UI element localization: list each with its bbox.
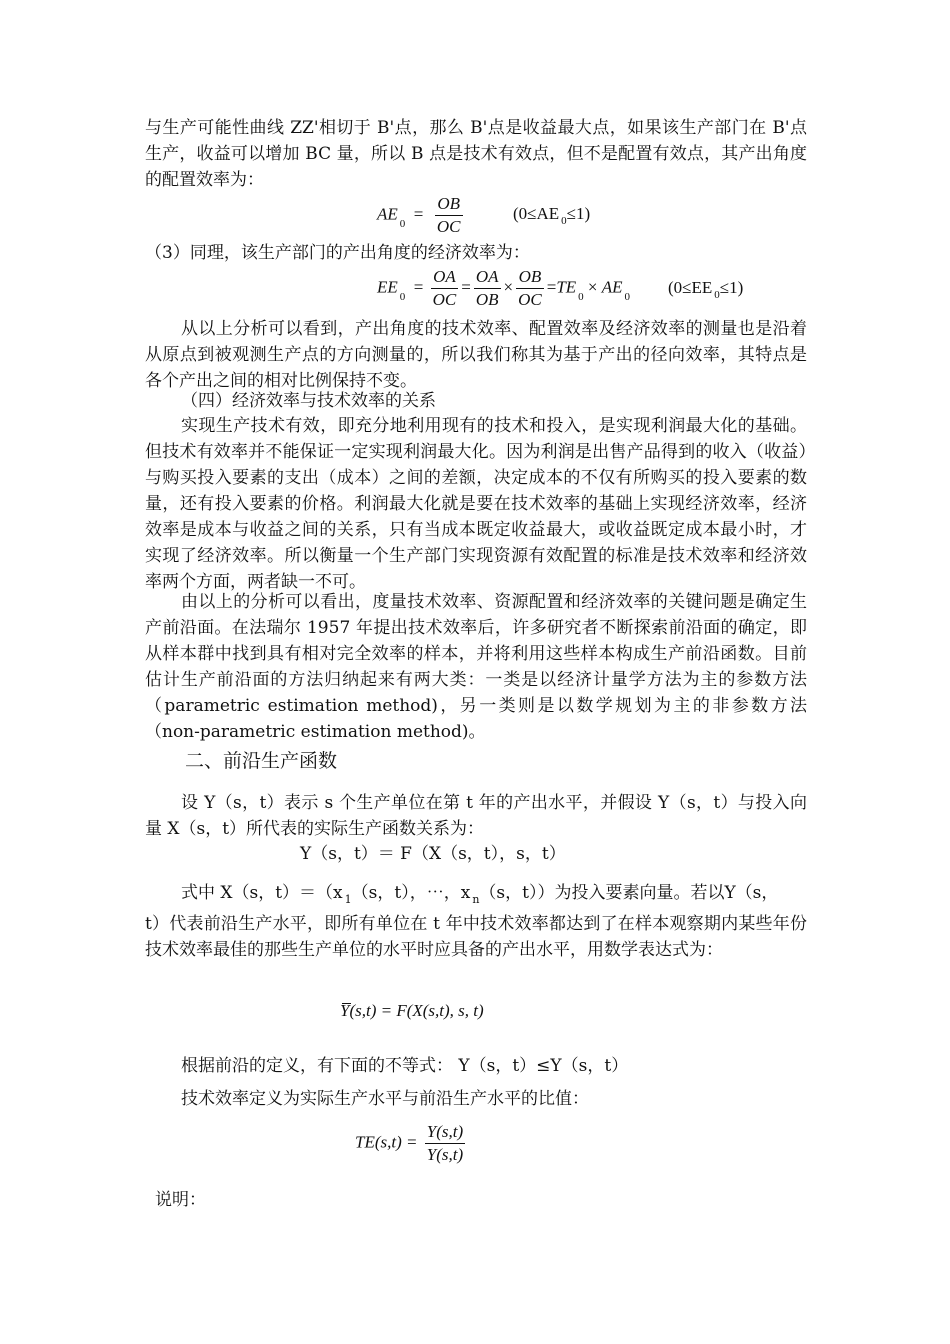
paragraph-7: 设 Y（s，t）表示 s 个生产单位在第 t 年的产出水平，并假设 Y（s，t）与投入向量 X（s，t）所代表的实际生产函数关系为： <box>145 793 807 839</box>
p8-part-c: （s，t））为投入要素向量。若以Y（s， <box>479 883 779 903</box>
ee-cond-text: (0≤EE <box>668 278 713 297</box>
paragraph-3: 从以上分析可以看到，产出角度的技术效率、配置效率及经济效率的测量也是沿着从原点到被观测生产点的方向测量的，所以我们称其为基于产出的径向效率，其特点是各个产出之间的相对比例保持不变。 <box>145 319 807 391</box>
ee-cond-sub: 0 <box>714 289 720 301</box>
paragraph-8 <box>145 880 807 908</box>
ee-sub: 0 <box>399 291 406 304</box>
ee-ae: AE <box>601 277 623 297</box>
f1-den: OC <box>432 290 457 309</box>
ee-condition <box>668 278 744 301</box>
paragraph-9: t）代表前沿生产水平，即所有单位在 t 年中技术效率都达到了在样本观察期内某些年份技术效率最佳的那些生产单位的水平时应具备的产出水平，用数学表达式为： <box>145 914 807 960</box>
ae-lhs: AE <box>377 204 398 224</box>
ee-te-sub: 0 <box>578 291 584 304</box>
equation-ae: $AE_0$ = $\frac{OB}{OC}$ <box>377 194 461 236</box>
ae-sub: 0 <box>399 218 406 231</box>
f3-den: OC <box>518 290 542 309</box>
te-fraction <box>425 1121 465 1166</box>
te-lhs: TE(s,t) = <box>355 1132 418 1152</box>
f3-num: OB <box>516 266 544 289</box>
te-num: Y(s,t) <box>425 1121 465 1144</box>
ee-te: TE <box>556 277 577 297</box>
paragraph-11: 技术效率定义为实际生产水平与前沿生产水平的比值： <box>181 1089 589 1109</box>
p8-part-b: （s，t），⋯，x <box>351 883 471 903</box>
ee-fraction-3 <box>516 266 544 311</box>
p8-sub-n: n <box>472 893 480 906</box>
frontier-bar-y <box>342 1003 351 1004</box>
ae-denominator: OC <box>436 217 461 236</box>
equation-ee: $EE_0$ = $\frac{OA}{OC}$ = $\frac{OA}{OB}$ × $\frac{OB}{OC}$ $=TE_0 \times AE_0$ <box>377 267 631 309</box>
section-heading: 二、前沿生产函数 <box>185 750 338 772</box>
equation-te <box>355 1121 468 1166</box>
f2-den: OB <box>475 290 499 309</box>
ae-cond-text: (0≤AE <box>513 204 560 223</box>
ae-fraction <box>435 193 463 238</box>
paragraph-6: 由以上的分析可以看出，度量技术效率、资源配置和经济效率的关键问题是确定生产前沿面。在法瑞尔 1957 年提出技术效率后，许多研究者不断探索前沿面的确定，即从样本群中找到具有相对完全效率的样本，并将利用这些样本构成生产前沿函数。目前估计生产前沿面的方法归纳起来有两大类：一类是以经济计量学方法为主的参数方法（parametric estimation method)，另一类则是以数学规划为主的非参数方法（non-parametric estimation method)。 <box>145 592 807 742</box>
ee-fraction-1 <box>431 266 459 311</box>
f1-num: OA <box>431 266 459 289</box>
ee-lhs: EE <box>377 277 398 297</box>
te-den: Y(s,t) <box>426 1145 464 1164</box>
ee-ae-sub: 0 <box>624 291 631 304</box>
ae-cond-end: ≤1) <box>566 204 591 223</box>
paragraph-4: （四）经济效率与技术效率的关系 <box>181 391 436 411</box>
paragraph-12: 说明： <box>155 1190 206 1210</box>
p8-sub-1: 1 <box>344 893 352 906</box>
paragraph-5: 实现生产技术有效，即充分地利用现有的技术和投入，是实现利润最大化的基础。但技术有效率并不能保证一定实现利润最大化。因为利润是出售产品得到的收入（收益）与购买投入要素的支出（成本）之间的差额，决定成本的不仅有所购买的投入要素的数量，还有投入要素的价格。利润最大化就是要在技术效率的基础上实现经济效率，经济效率是成本与收益之间的关系，只有当成本既定收益最大，或收益既定成本最小时，才实现了经济效率。所以衡量一个生产部门实现资源有效配置的标准是技术效率和经济效率两个方面，两者缺一不可。 <box>145 416 807 592</box>
paragraph-1: 与生产可能性曲线 ZZ'相切于 B'点，那么 B'点是收益最大点，如果该生产部门在 B'点生产，收益可以增加 BC 量，所以 B 点是技术有效点，但不是配置有效点，其产出角度的配置效率为： <box>145 118 807 190</box>
paragraph-2: （3）同理，该生产部门的产出角度的经济效率为： <box>145 243 530 263</box>
ee-fraction-2 <box>474 266 501 311</box>
p8-part-a: 式中 X（s，t）＝（x <box>181 883 343 903</box>
ae-numerator: OB <box>435 193 463 216</box>
ae-condition <box>513 204 591 227</box>
paragraph-10: 根据前沿的定义，有下面的不等式： Y（s，t）≤Y（s，t） <box>181 1056 629 1076</box>
ae-cond-sub: 0 <box>561 215 567 227</box>
ee-cond-end: ≤1) <box>719 278 744 297</box>
equation-frontier: Y(s,t) = F(X(s,t), s, t) <box>340 1001 484 1020</box>
f2-num: OA <box>474 266 501 289</box>
equation-production: Y（s，t）＝ F（X（s，t），s，t） <box>300 844 566 864</box>
